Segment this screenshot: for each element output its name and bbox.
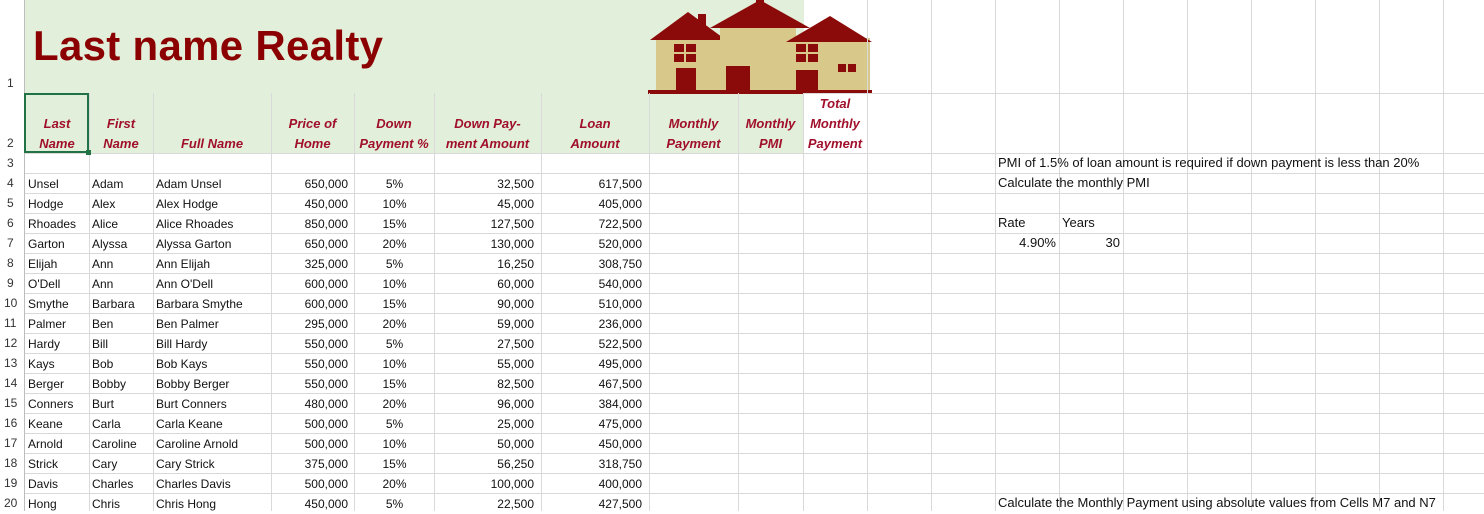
cell-down-pct[interactable]: 5% <box>385 497 404 511</box>
row-header[interactable]: 1 <box>7 76 14 90</box>
row-header[interactable]: 11 <box>4 316 17 330</box>
cell-down-pct[interactable]: 20% <box>382 237 407 251</box>
cell-loan-amount[interactable]: 308,750 <box>598 257 642 271</box>
cell-last-name[interactable]: Smythe <box>28 297 69 311</box>
row-header[interactable]: 20 <box>4 496 18 510</box>
cell-down-amount[interactable]: 32,500 <box>497 177 534 191</box>
cell-full-name[interactable]: Burt Conners <box>156 397 227 411</box>
cell-first-name[interactable]: Alice <box>92 217 119 231</box>
cell-full-name[interactable]: Barbara Smythe <box>156 297 243 311</box>
cell-loan-amount[interactable]: 722,500 <box>598 217 642 231</box>
cell-loan-amount[interactable]: 318,750 <box>598 457 642 471</box>
row-header[interactable]: 2 <box>7 136 14 150</box>
cell-loan-amount[interactable]: 495,000 <box>598 357 642 371</box>
cell-price[interactable]: 500,000 <box>304 477 348 491</box>
cell-full-name[interactable]: Cary Strick <box>156 457 215 471</box>
cell-last-name[interactable]: Elijah <box>28 257 58 271</box>
cell-first-name[interactable]: Charles <box>92 477 134 491</box>
header-monthly-pmi[interactable]: Monthly PMI <box>745 116 796 151</box>
cell-loan-amount[interactable]: 427,500 <box>598 497 642 511</box>
cell-down-amount[interactable]: 90,000 <box>497 297 534 311</box>
cell-loan-amount[interactable]: 400,000 <box>598 477 642 491</box>
row-header[interactable]: 16 <box>4 416 18 430</box>
cell-price[interactable]: 550,000 <box>304 357 348 371</box>
cell-down-amount[interactable]: 82,500 <box>497 377 534 391</box>
cell-first-name[interactable]: Caroline <box>92 437 137 451</box>
header-down-pct[interactable]: Down Payment % <box>359 116 429 151</box>
cell-last-name[interactable]: Hodge <box>28 197 64 211</box>
cell-down-pct[interactable]: 20% <box>382 317 407 331</box>
cell-down-pct[interactable]: 5% <box>385 257 404 271</box>
cell-down-amount[interactable]: 100,000 <box>490 477 534 491</box>
calc-payment-note[interactable]: Calculate the Monthly Payment using absolute values from Cells M7 and N7 <box>998 495 1436 510</box>
cell-last-name[interactable]: Unsel <box>28 177 59 191</box>
cell-last-name[interactable]: O'Dell <box>28 277 61 291</box>
cell-loan-amount[interactable]: 520,000 <box>598 237 642 251</box>
cell-first-name[interactable]: Chris <box>92 497 121 511</box>
cell-down-amount[interactable]: 127,500 <box>490 217 534 231</box>
cell-price[interactable]: 550,000 <box>304 377 348 391</box>
cell-price[interactable]: 550,000 <box>304 337 348 351</box>
cell-loan-amount[interactable]: 617,500 <box>598 177 642 191</box>
cell-loan-amount[interactable]: 522,500 <box>598 337 642 351</box>
rate-value[interactable]: 4.90% <box>1019 235 1056 250</box>
cell-full-name[interactable]: Ben Palmer <box>156 317 219 331</box>
cell-first-name[interactable]: Bobby <box>92 377 127 391</box>
active-cell-selection <box>24 93 89 153</box>
cell-last-name[interactable]: Berger <box>28 377 65 391</box>
cell-full-name[interactable]: Ann O'Dell <box>156 277 213 291</box>
header-loan-amount[interactable]: Loan Amount <box>570 116 620 151</box>
header-price[interactable]: Price of Home <box>288 116 337 151</box>
cell-last-name[interactable]: Palmer <box>28 317 67 331</box>
cell-down-pct[interactable]: 20% <box>382 397 407 411</box>
cell-down-amount[interactable]: 130,000 <box>490 237 534 251</box>
cell-down-pct[interactable]: 10% <box>382 357 407 371</box>
cell-full-name[interactable]: Alex Hodge <box>156 197 219 211</box>
header-total-monthly-payment[interactable]: Total Monthly Payment <box>807 96 863 151</box>
cell-loan-amount[interactable]: 450,000 <box>598 437 642 451</box>
row-header[interactable]: 7 <box>7 236 14 250</box>
cell-loan-amount[interactable]: 475,000 <box>598 417 642 431</box>
cell-down-amount[interactable]: 55,000 <box>497 357 534 371</box>
cell-down-pct[interactable]: 15% <box>382 377 407 391</box>
cell-last-name[interactable]: Rhoades <box>28 217 77 231</box>
cell-down-pct[interactable]: 20% <box>382 477 407 491</box>
row-header[interactable]: 17 <box>4 436 18 450</box>
cell-last-name[interactable]: Keane <box>28 417 63 431</box>
fill-handle[interactable] <box>86 150 91 155</box>
cell-first-name[interactable]: Burt <box>92 397 115 411</box>
cell-first-name[interactable]: Bob <box>92 357 114 371</box>
cell-down-amount[interactable]: 56,250 <box>497 457 534 471</box>
rate-label[interactable]: Rate <box>998 215 1026 230</box>
row-header[interactable]: 13 <box>4 356 18 370</box>
cell-full-name[interactable]: Bobby Berger <box>156 377 230 391</box>
cell-price[interactable]: 600,000 <box>304 277 348 291</box>
cell-down-amount[interactable]: 22,500 <box>497 497 534 511</box>
cell-down-pct[interactable]: 10% <box>382 437 407 451</box>
cell-last-name[interactable]: Arnold <box>28 437 63 451</box>
row-header[interactable]: 9 <box>7 276 14 290</box>
cell-loan-amount[interactable]: 540,000 <box>598 277 642 291</box>
cell-first-name[interactable]: Barbara <box>92 297 135 311</box>
cell-last-name[interactable]: Kays <box>28 357 55 371</box>
cell-first-name[interactable]: Bill <box>92 337 109 351</box>
cell-loan-amount[interactable]: 236,000 <box>598 317 642 331</box>
cell-down-pct[interactable]: 15% <box>382 457 407 471</box>
cell-last-name[interactable]: Strick <box>28 457 58 471</box>
header-monthly-payment[interactable]: Monthly Payment <box>666 116 721 151</box>
cell-down-amount[interactable]: 60,000 <box>497 277 534 291</box>
cell-price[interactable]: 450,000 <box>304 497 348 511</box>
cell-first-name[interactable]: Cary <box>92 457 118 471</box>
row-header[interactable]: 4 <box>7 176 14 190</box>
cell-price[interactable]: 480,000 <box>304 397 348 411</box>
cell-down-pct[interactable]: 15% <box>382 297 407 311</box>
row-header[interactable]: 19 <box>4 476 18 490</box>
house-logo-icon <box>648 0 874 94</box>
cell-price[interactable]: 325,000 <box>304 257 348 271</box>
cell-down-amount[interactable]: 27,500 <box>497 337 534 351</box>
cell-down-pct[interactable]: 5% <box>385 417 404 431</box>
cell-full-name[interactable]: Alice Rhoades <box>156 217 234 231</box>
cell-loan-amount[interactable]: 405,000 <box>598 197 642 211</box>
cell-full-name[interactable]: Alyssa Garton <box>156 237 232 251</box>
cell-down-amount[interactable]: 16,250 <box>497 257 534 271</box>
cell-first-name[interactable]: Ben <box>92 317 114 331</box>
pmi-rule-note[interactable]: PMI of 1.5% of loan amount is required if down payment is less than 20% <box>998 155 1420 170</box>
cell-last-name[interactable]: Davis <box>28 477 59 491</box>
cell-down-pct[interactable]: 10% <box>382 277 407 291</box>
row-header[interactable]: 6 <box>7 216 14 230</box>
cell-first-name[interactable]: Carla <box>92 417 121 431</box>
row-header[interactable]: 3 <box>7 156 14 170</box>
cell-first-name[interactable]: Alyssa <box>92 237 128 251</box>
cell-down-amount[interactable]: 45,000 <box>497 197 534 211</box>
cell-full-name[interactable]: Ann Elijah <box>156 257 211 271</box>
cell-down-pct[interactable]: 10% <box>382 197 407 211</box>
cell-price[interactable]: 650,000 <box>304 237 348 251</box>
cell-full-name[interactable]: Caroline Arnold <box>156 437 239 451</box>
cell-down-amount[interactable]: 25,000 <box>497 417 534 431</box>
calc-pmi-note[interactable]: Calculate the monthly PMI <box>998 175 1150 190</box>
cell-loan-amount[interactable]: 510,000 <box>598 297 642 311</box>
row-header[interactable]: 10 <box>4 296 18 310</box>
cell-down-amount[interactable]: 59,000 <box>497 317 534 331</box>
cell-full-name[interactable]: Adam Unsel <box>156 177 222 191</box>
years-label[interactable]: Years <box>1062 215 1095 230</box>
cell-down-amount[interactable]: 50,000 <box>497 437 534 451</box>
cell-full-name[interactable]: Charles Davis <box>156 477 231 491</box>
years-value[interactable]: 30 <box>1105 235 1120 250</box>
header-full-name[interactable]: Full Name <box>180 136 244 151</box>
row-header[interactable]: 12 <box>4 336 18 350</box>
cell-full-name[interactable]: Bob Kays <box>156 357 208 371</box>
cell-full-name[interactable]: Bill Hardy <box>156 337 208 351</box>
row-header[interactable]: 8 <box>7 256 14 270</box>
cell-last-name[interactable]: Hardy <box>28 337 61 351</box>
cell-down-amount[interactable]: 96,000 <box>497 397 534 411</box>
row-header[interactable]: 5 <box>7 196 14 210</box>
cell-price[interactable]: 450,000 <box>304 197 348 211</box>
cell-last-name[interactable]: Garton <box>28 237 65 251</box>
cell-loan-amount[interactable]: 384,000 <box>598 397 642 411</box>
cell-down-pct[interactable]: 5% <box>385 177 404 191</box>
cell-first-name[interactable]: Ann <box>92 277 114 291</box>
page-title: Last name Realty <box>33 22 384 69</box>
header-first-name[interactable]: First Name <box>103 116 139 151</box>
cell-price[interactable]: 650,000 <box>304 177 348 191</box>
row-header[interactable]: 18 <box>4 456 18 470</box>
cell-full-name[interactable]: Chris Hong <box>156 497 217 511</box>
cell-price[interactable]: 375,000 <box>304 457 348 471</box>
cell-first-name[interactable]: Ann <box>92 257 114 271</box>
cell-last-name[interactable]: Conners <box>28 397 74 411</box>
cell-loan-amount[interactable]: 467,500 <box>598 377 642 391</box>
cell-down-pct[interactable]: 15% <box>382 217 407 231</box>
cell-first-name[interactable]: Adam <box>92 177 124 191</box>
cell-price[interactable]: 850,000 <box>304 217 348 231</box>
row-header[interactable]: 14 <box>4 376 18 390</box>
cell-price[interactable]: 295,000 <box>304 317 348 331</box>
cell-first-name[interactable]: Alex <box>92 197 116 211</box>
header-last-name[interactable]: Last Name <box>39 116 75 151</box>
row-header[interactable]: 15 <box>4 396 18 410</box>
cell-price[interactable]: 500,000 <box>304 417 348 431</box>
header-down-amount[interactable]: Down Pay- ment Amount <box>445 116 530 151</box>
cell-last-name[interactable]: Hong <box>28 497 57 511</box>
cell-price[interactable]: 600,000 <box>304 297 348 311</box>
cell-full-name[interactable]: Carla Keane <box>156 417 223 431</box>
cell-price[interactable]: 500,000 <box>304 437 348 451</box>
cell-down-pct[interactable]: 5% <box>385 337 404 351</box>
row-headers <box>0 0 25 511</box>
